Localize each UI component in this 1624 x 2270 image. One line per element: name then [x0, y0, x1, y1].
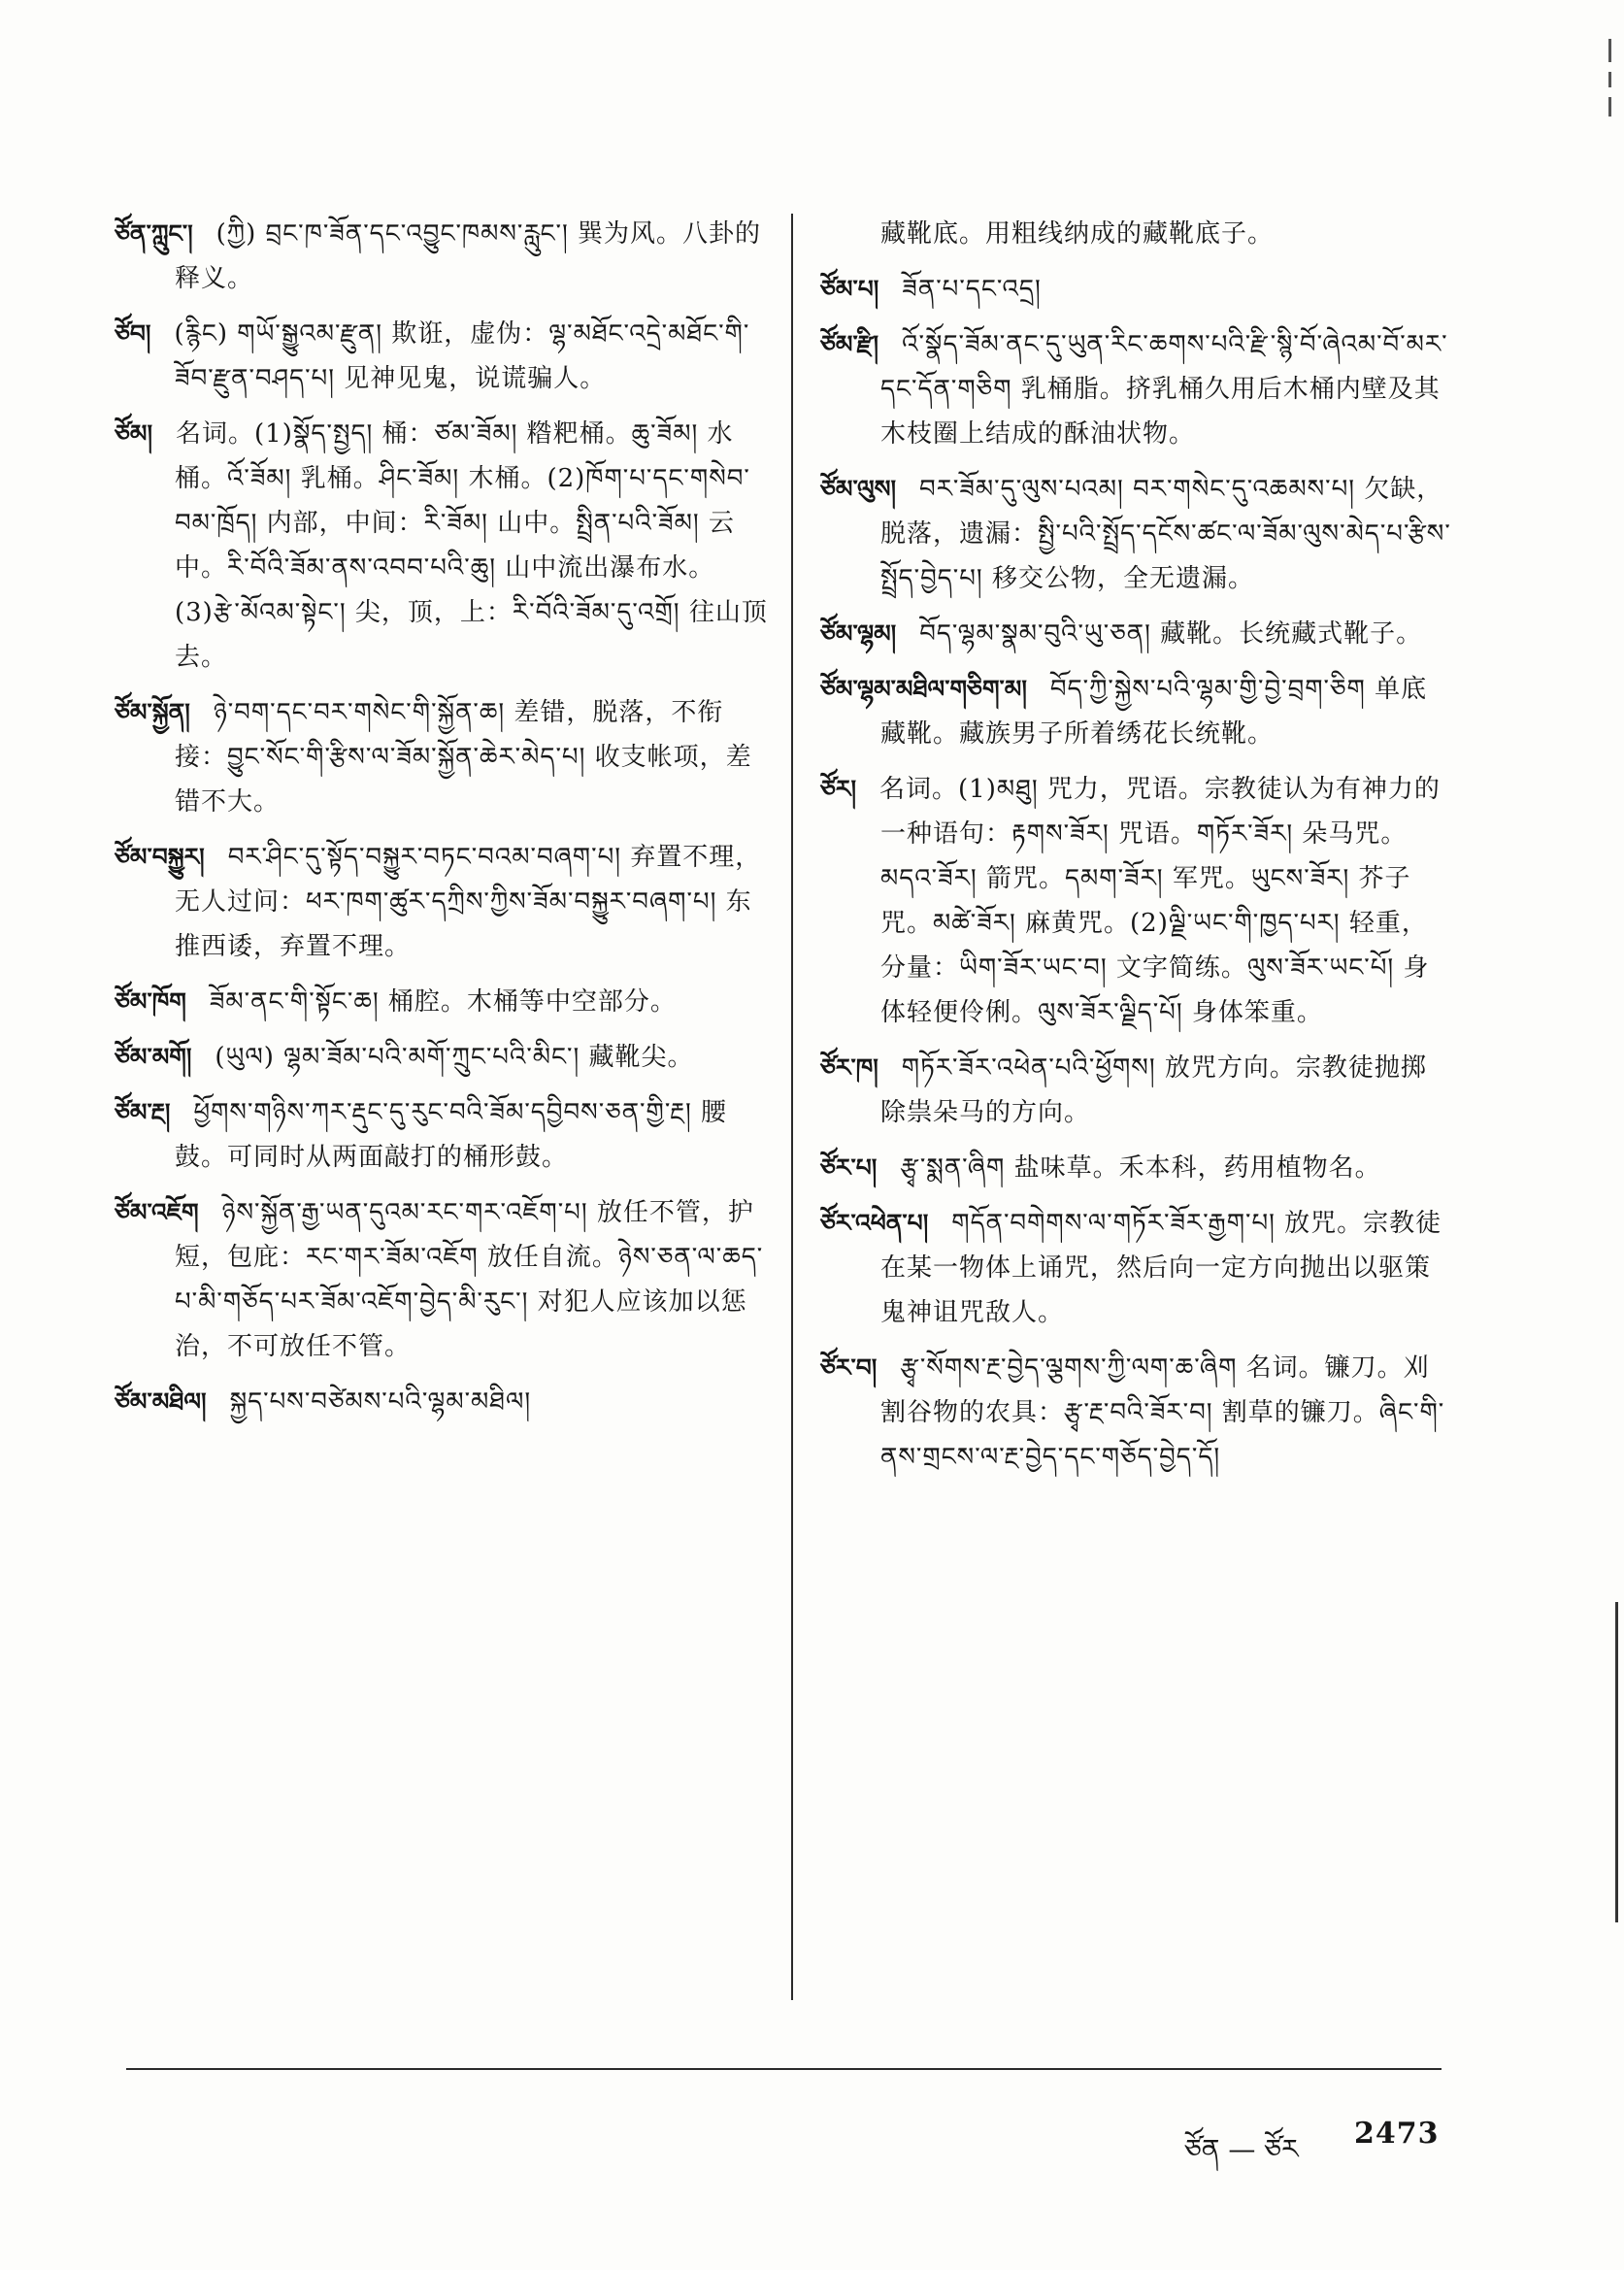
dictionary-entry [820, 767, 1451, 1035]
entry-headword: ཙོན་ཀླུང་། [115, 219, 193, 248]
entry-headword: ཙོམ་འཇོག [115, 1198, 199, 1226]
entry-headword: ཙོམ་རྫི། [820, 330, 879, 358]
entry-headword: ཙོར། [820, 775, 857, 803]
entry-headword: ཙོམ། [115, 419, 153, 448]
entry-definition: བར་ཟོམ་དུ་ལུས་པའམ། བར་གསེང་དུ་འཆམས་པ། 欠缺，脱落，遗漏：སྤྱི་པའི་སྤྲོད་དངོས་ཚང་ལ་ཟོམ་ལུས་མེད་པ་རྩིས་སྤྲོད་བྱེད་པ། 移交公物，全无遗漏。 [880, 475, 1451, 593]
dictionary-entry [115, 980, 775, 1024]
column-divider [791, 214, 793, 2000]
dictionary-entry [115, 1190, 775, 1369]
entry-definition: (ཀྱི) བྲང་ཁ་ཟོན་དང་འབྱུང་ཁམས་རླུང་། 巽为风。八卦的释义。 [175, 219, 762, 293]
footer-rule [126, 2068, 1442, 2070]
dictionary-entry [115, 1090, 775, 1180]
entry-headword: ཙོར་བ། [820, 1353, 878, 1382]
entry-definition: (ཡུལ) ལྷམ་ཟོམ་པའི་མགོ་ཀྲུང་པའི་མིང་། 藏靴尖。 [215, 1043, 694, 1072]
dictionary-entry [820, 467, 1451, 601]
dictionary-entry [115, 412, 775, 680]
entry-headword: ཙོམ་པ། [820, 275, 879, 303]
dictionary-entry [820, 1346, 1451, 1480]
entry-headword: ཙོམ་མཐིལ། [115, 1387, 207, 1416]
page-number: 2473 [1354, 2117, 1440, 2151]
scan-edge-line [1615, 1602, 1618, 1922]
dictionary-entry [820, 1201, 1451, 1335]
entry-headword: ཙོར་པ། [820, 1153, 878, 1182]
entry-headword: ཙོམ་ལྷམ། [820, 619, 897, 648]
entry-definition: བོད་ཀྱི་སྐྱེས་པའི་ལྷམ་གྱི་བྱེ་བྲག་ཅིག 单底藏靴。藏族男子所着绣花长统靴。 [880, 675, 1428, 749]
entry-definition: ཟོམ་ནང་གི་སྟོང་ཆ། 桶腔。木桶等中空部分。 [209, 987, 677, 1017]
entry-definition: གཏོར་ཟོར་འཕེན་པའི་ཕྱོགས། 放咒方向。宗教徒抛掷除祟朵马的方向。 [880, 1053, 1427, 1127]
dictionary-entry [115, 835, 775, 969]
entry-definition: ཟོན་པ་དང་འདྲ། [902, 275, 1042, 304]
entry-headword: ཙོར་འཕེན་པ། [820, 1209, 929, 1237]
entry-definition: རྩྭ་སྨན་ཞིག 盐味草。禾本科，药用植物名。 [900, 1153, 1381, 1183]
dictionary-entry [820, 267, 1451, 312]
dictionary-entry [820, 1146, 1451, 1190]
entry-definition: སྐྱད་པས་བཙེམས་པའི་ལྷམ་མཐིལ། [229, 1387, 532, 1417]
running-head: ཙོན — ཙོར [1184, 2133, 1299, 2165]
entry-headword: ཙོམ་རྔ། [115, 1098, 171, 1126]
dictionary-entry [115, 212, 775, 301]
entry-definition: 名词。(1)སྣོད་སྤྱད། 桶：ཙམ་ཟོམ། 糌粑桶。ཆུ་ཟོམ། 水桶。འོ་ཟོམ། 乳桶。ཤིང་ཟོམ། 木桶。(2)ཁོག་པ་དང་གསེབ་བམ་ཁྲོད། 内部，中间：རི་ཟོམ། 山中。སྤྲིན་པའི་ཟོམ། 云中。རི་བོའི་ཟོམ་ནས་འབབ་པའི་ཆུ། 山中流出瀑布水。(3)རྩེ་མོའམ་སྟེང་། 尖，顶，上：རི་བོའི་ཟོམ་དུ་འགྲོ། 往山顶去。 [175, 419, 768, 672]
entry-definition: 藏靴底。用粗线纳成的藏靴底子。 [880, 219, 1275, 249]
dictionary-entry [115, 1035, 775, 1080]
entry-definition: གདོན་བགེགས་ལ་གཏོར་ཟོར་རྒྱག་པ། 放咒。宗教徒在某一物体上诵咒，然后向一定方向抛出以驱策鬼神诅咒敌人。 [880, 1209, 1442, 1327]
dictionary-entry [115, 690, 775, 824]
entry-definition: ཉེས་སྐྱོན་རྒྱ་ཡན་དུའམ་རང་གར་འཇོག་པ། 放任不管，护短，包庇：རང་གར་ཟོམ་འཇོག 放任自流。ཉེས་ཅན་ལ་ཆད་པ་མི་གཅོད་པར་ཟོམ་འཇོག་བྱེད་མི་རུང་། 对犯人应该加以惩治，不可放任不管。 [175, 1198, 764, 1361]
entry-headword: ཙོམ་ལུས། [820, 475, 897, 503]
entry-headword: ཙོམ་བསྐྱུར། [115, 843, 205, 871]
entry-definition: འོ་སྣོད་ཟོམ་ནང་དུ་ཡུན་རིང་ཆགས་པའི་རྫི་སྙི་བོ་ཞེའམ་བོ་མར་དང་དོན་གཅིག 乳桶脂。挤乳桶久用后木桶内壁及其木枝圈上结成的酥油状物。 [880, 330, 1448, 449]
dictionary-entry [820, 667, 1451, 756]
scan-edge-marks [1608, 39, 1616, 126]
entry-definition: བར་ཤིང་དུ་སྟོད་བསྐྱུར་བཏང་བའམ་བཞག་པ། 弃置不理，无人过问：ཕར་ཁག་ཚུར་དཀྲིས་ཀྱིས་ཟོམ་བསྐྱུར་བཞག་པ། 东推西诿，弃置不理。 [175, 843, 762, 961]
entry-headword: ཙོམ་སྐྱོན། [115, 698, 190, 726]
left-column [115, 212, 775, 1435]
entry-headword: ཙོམ་ཁོག [115, 987, 186, 1016]
entry-definition: 名词。(1)མཐུ། 咒力，咒语。宗教徒认为有神力的一种语句：རྟགས་ཟོར། 咒语。གཏོར་ཟོར། 朵马咒。མདའ་ཟོར། 箭咒。དམག་ཟོར། 军咒。ཡུངས་ཟོར། 芥子咒。མཚེ་ཟོར། 麻黄咒。(2)ལྗི་ཡང་གི་ཁྱད་པར། 轻重，分量：ཡིག་ཟོར་ཡང་བ། 文字简练。ལུས་ཟོར་ཡང་པོ། 身体轻便伶俐。ལུས་ཟོར་ལྗིད་པོ། 身体笨重。 [879, 775, 1441, 1027]
entry-headword: ཙོམ་མགོ། [115, 1043, 192, 1071]
right-column [820, 212, 1451, 1490]
dictionary-entry [115, 312, 775, 401]
dictionary-entry [820, 322, 1451, 456]
entry-definition: བོད་ལྷམ་སྣམ་བུའི་ཡུ་ཅན། 藏靴。长统藏式靴子。 [919, 619, 1423, 649]
dictionary-entry [820, 1046, 1451, 1135]
dictionary-entry-continuation [820, 212, 1451, 256]
entry-headword: ཙོར་ཁ། [820, 1053, 878, 1082]
dictionary-entry [820, 612, 1451, 656]
entry-definition: (རྙིང) གཡོ་སྒྱུའམ་རྫུན། 欺诳，虚伪：ལྷ་མཐོང་འདྲེ་མཐོང་གི་ཟོབ་རྫུན་བཤད་པ། 见神见鬼，说谎骗人。 [174, 319, 750, 393]
entry-headword: ཙོམ་ལྷམ་མཐིལ་གཅིག་མ། [820, 675, 1027, 703]
entry-definition: ཕྱོགས་གཉིས་ཀར་རྡུང་དུ་རུང་བའི་ཟོམ་དབྱིབས་ཅན་གྱི་རྔ། 腰鼓。可同时从两面敲打的桶形鼓。 [175, 1098, 728, 1172]
entry-headword: ཙོབ། [115, 319, 151, 348]
dictionary-entry [115, 1380, 775, 1424]
entry-definition: ཉེ་བག་དང་བར་གསེང་གི་སྐྱོན་ཆ། 差错，脱落，不衔接：བྱུང་སོང་གི་རྩིས་ལ་ཟོམ་སྐྱོན་ཆེར་མེད་པ། 收支帐项，差错不大。 [175, 698, 752, 817]
entry-definition: རྩྭ་སོགས་རྔ་བྱེད་ལྕགས་ཀྱི་ལག་ཆ་ཞིག 名词。镰刀。刈割谷物的农具：རྩྭ་རྔ་བའི་ཟོར་བ། 割草的镰刀。ཞིང་གི་ནས་གྲངས་ལ་རྔ་བྱེད་དང་གཅོད་བྱེད་དོ། [880, 1353, 1445, 1472]
